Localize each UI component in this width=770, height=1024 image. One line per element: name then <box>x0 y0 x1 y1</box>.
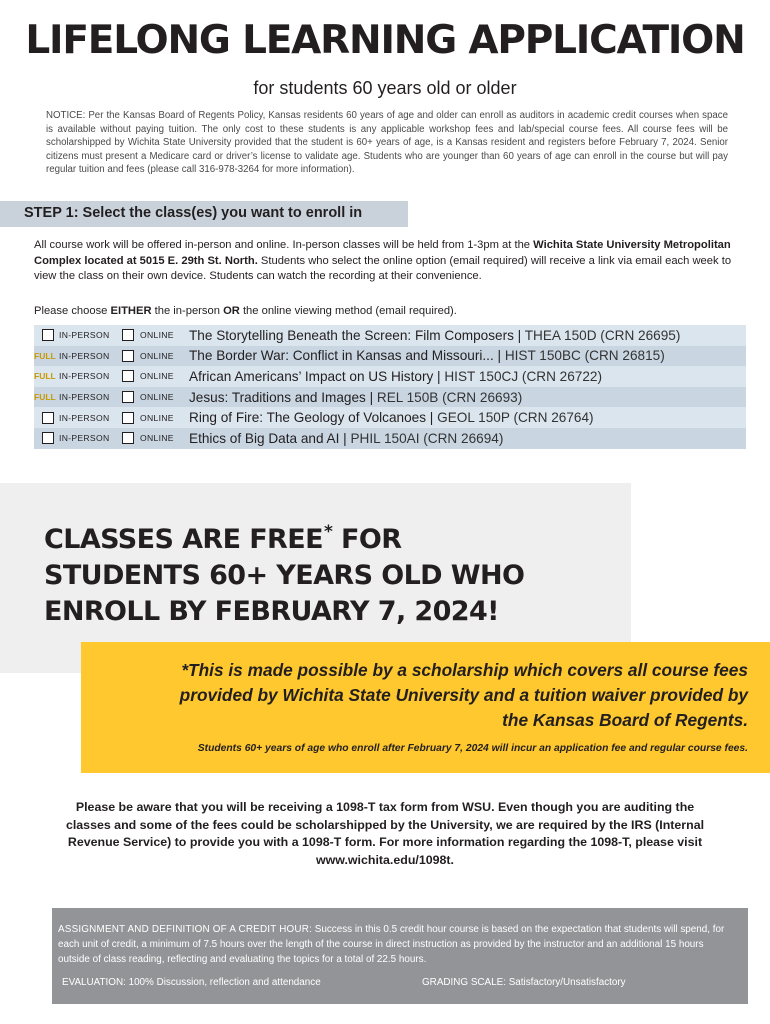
full-badge: FULL <box>34 350 56 361</box>
online-label: ONLINE <box>140 412 174 423</box>
in-person-checkbox[interactable] <box>42 432 54 444</box>
full-badge: FULL <box>34 371 56 382</box>
choose-instructions: Please choose EITHER the in-person OR the online viewing method (email required). <box>34 305 457 317</box>
late-enrollment-note: Students 60+ years of age who enroll after February 7, 2024 will incur an application fee and regular course fees. <box>197 743 748 754</box>
evaluation-text: EVALUATION: 100% Discussion, reflection and attendance <box>62 977 321 988</box>
online-label: ONLINE <box>140 330 174 341</box>
in-person-checkbox[interactable] <box>42 412 54 424</box>
class-title: African Americans’ Impact on US History | HIST 150CJ (CRN 26722) <box>189 368 603 384</box>
class-title: Ethics of Big Data and AI | PHIL 150AI (CRN 26694) <box>189 430 504 446</box>
online-checkbox[interactable] <box>122 350 134 362</box>
notice-paragraph: NOTICE: Per the Kansas Board of Regents Policy, Kansas residents 60 years of age and older can enroll as auditors in academic credit courses when space is available without paying tuition. The only cost to these students is any applicable workshop fees and lab/special course fees. All course fees will be scholarshipped by Wichita State University provided that the student is 60+ years of age, is a Kansas resident and registers before February 7, 2024. Senior citizens must present a Medicare card or driver’s license to validate age. Students who are younger than 60 years of age can enroll in the course but will pay regular tuition and fees (please call 316-978-3264 for more information). <box>46 110 728 176</box>
online-checkbox[interactable] <box>122 432 134 444</box>
online-label: ONLINE <box>140 350 174 361</box>
free-classes-headline: CLASSES ARE FREE* FOR STUDENTS 60+ YEARS OLD WHO ENROLL BY FEBRUARY 7, 2024! <box>44 522 525 627</box>
scholarship-text: *This is made possible by a scholarship which covers all course fees provided by Wichita State University and a tuition waiver provided by the Kansas Board of Regents. <box>179 660 748 730</box>
class-list <box>34 325 746 449</box>
grading-scale-text: GRADING SCALE: Satisfactory/Unsatisfactory <box>422 977 626 988</box>
class-title: The Border War: Conflict in Kansas and Missouri... | HIST 150BC (CRN 26815) <box>189 348 665 364</box>
step1-intro: All course work will be offered in-person and online. In-person classes will be held from 1-3pm at the Wichita State University Metropolitan Complex located at 5015 E. 29th St. North. Students who select the online option (email required) will receive a link via email each week to view the class on their own device. Students can watch the recording at their convenience. <box>34 239 732 282</box>
online-label: ONLINE <box>140 392 174 403</box>
page-title: LIFELONG LEARNING APPLICATION <box>25 18 745 63</box>
in-person-label: IN-PERSON <box>59 392 110 403</box>
class-row <box>34 387 746 408</box>
online-checkbox[interactable] <box>122 329 134 341</box>
online-checkbox[interactable] <box>122 370 134 382</box>
online-label: ONLINE <box>140 371 174 382</box>
class-title: Jesus: Traditions and Images | REL 150B (CRN 26693) <box>189 389 523 405</box>
in-person-label: IN-PERSON <box>59 371 110 382</box>
in-person-label: IN-PERSON <box>59 412 110 423</box>
credit-hour-definition: ASSIGNMENT AND DEFINITION OF A CREDIT HOUR: Success in this 0.5 credit hour course is based on the expectation that students will spend, for each unit of credit, a minimum of 7.5 hours over the length of the course in direct instruction as provided by the instructor and an additional 15 hours outside of class reading, reflecting and evaluating the topics for a total of 22.5 hours. <box>58 924 725 965</box>
tax-form-notice: Please be aware that you will be receiving a 1098-T tax form from WSU. Even though you are auditing the classes and some of the fees could be scholarshipped by the University, we are required by the IRS (Internal Revenue Service) to provide you with a 1098-T form. For more information regarding the 1098-T, please visit www.wichita.edu/1098t. <box>65 800 705 867</box>
in-person-label: IN-PERSON <box>59 330 110 341</box>
in-person-checkbox[interactable] <box>42 329 54 341</box>
class-row <box>34 346 746 367</box>
in-person-label: IN-PERSON <box>59 350 110 361</box>
class-title: The Storytelling Beneath the Screen: Film Composers | THEA 150D (CRN 26695) <box>189 327 681 343</box>
class-row <box>34 428 746 449</box>
class-title: Ring of Fire: The Geology of Volcanoes | GEOL 150P (CRN 26764) <box>189 410 594 426</box>
online-checkbox[interactable] <box>122 412 134 424</box>
page-subtitle: for students 60 years old or older <box>253 78 517 98</box>
online-label: ONLINE <box>140 433 174 444</box>
full-badge: FULL <box>34 392 56 403</box>
online-checkbox[interactable] <box>122 391 134 403</box>
in-person-label: IN-PERSON <box>59 433 110 444</box>
class-row <box>34 366 746 387</box>
step1-heading: STEP 1: Select the class(es) you want to enroll in <box>24 205 363 221</box>
class-row <box>34 407 746 428</box>
class-row <box>34 325 746 346</box>
